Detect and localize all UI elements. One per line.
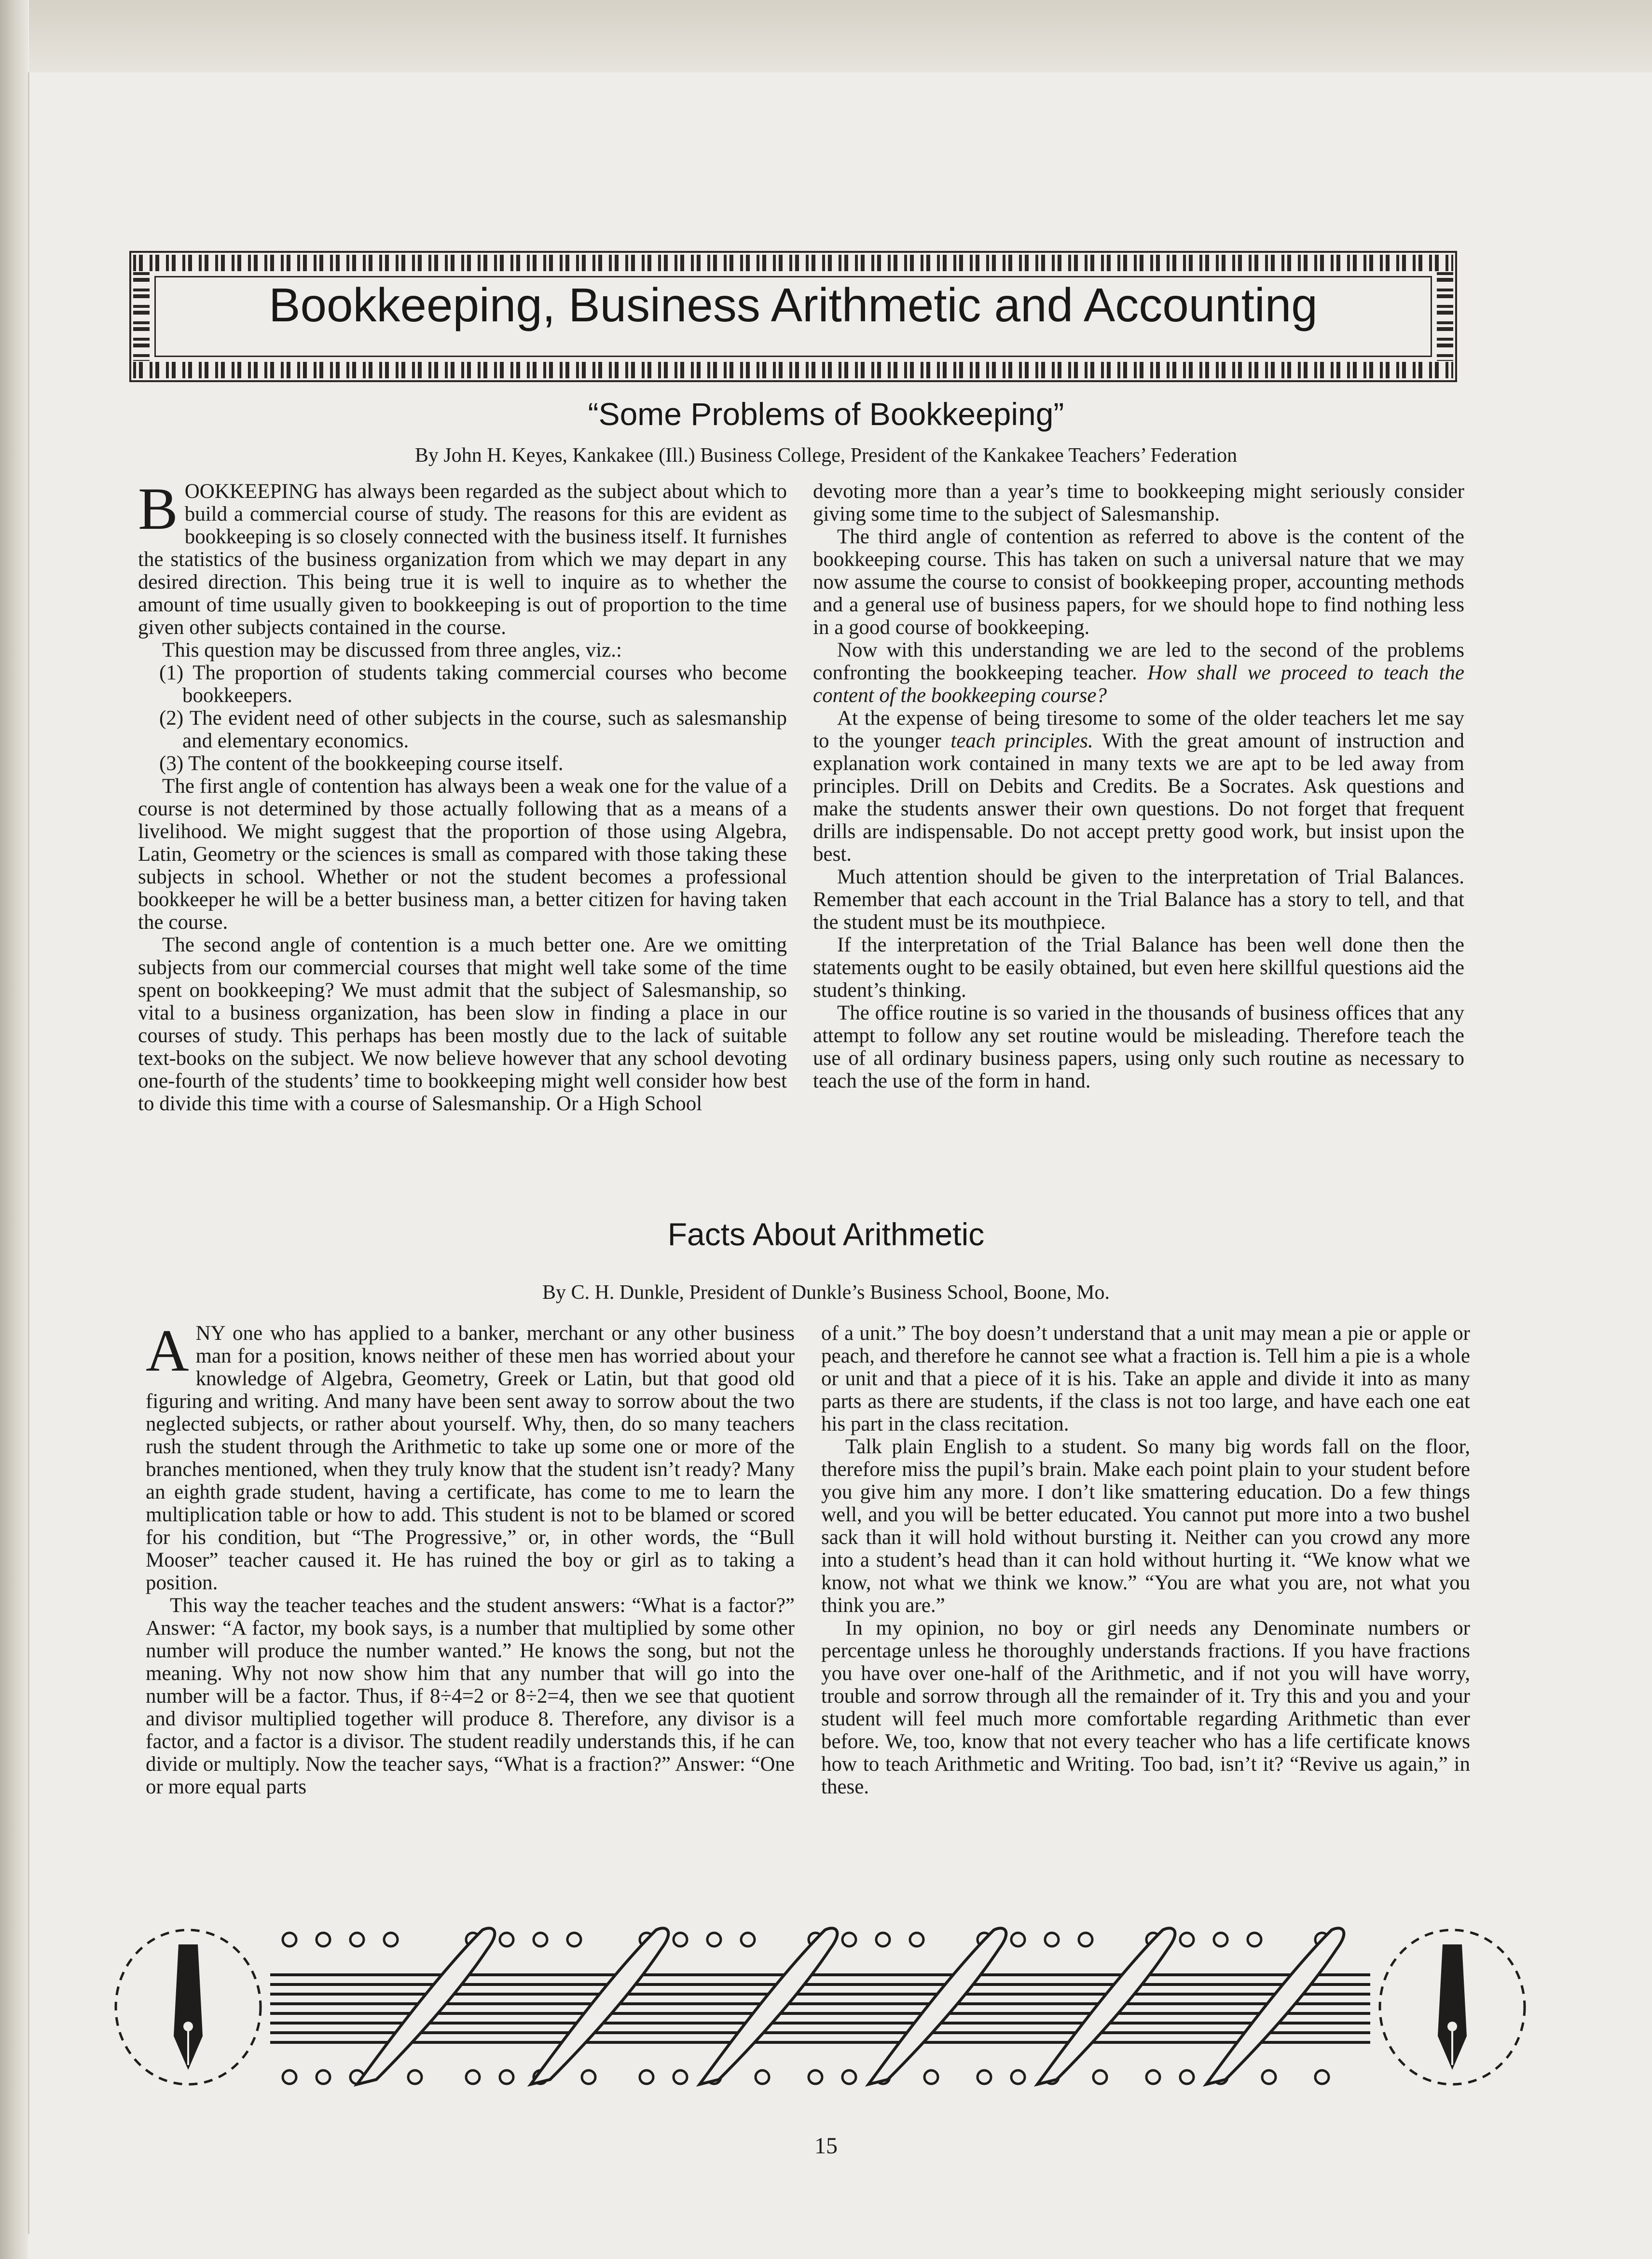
pen-nib-icon-right	[1380, 1930, 1525, 2084]
article-byline: By John H. Keyes, Kankakee (Ill.) Business College, President of the Kankakee Teachers’ Federation	[414, 444, 1238, 467]
article-title: “Some Problems of Bookkeeping”	[588, 396, 1064, 432]
paragraph: This way the teacher teaches and the student answers: “What is a factor?” Answer: “A factor, my book says, is a number that multiplied by some other number will produce the number wanted.” He knows the song, but not the meaning. Why not now show him that any number that will go into the number will be a factor. Thus, if 8÷4=2 or 8÷2=4, then we see that quotient and divisor multiplied together will produce 8. Therefore, any divisor is a factor, and a factor is a divisor. The student readily understands this, if he can divide or multiply. Now the teacher says, “What is a fraction?” Answer: “One or more equal parts	[146, 1594, 795, 1798]
paragraph-text: OOKKEEPING has always been regarded as the subject about which to build a commercial course of study. The reasons for this are evident as bookkeeping is so closely connected with the business itself. It furnishes the statistics of the business organization from which we may depart in any desired direction. This being true it is well to inquire as to whether the amount of time usually given to bookkeeping is out of proportion to the time given other subjects contained in the course.	[138, 480, 787, 639]
drop-cap: B	[138, 476, 178, 542]
paragraph: Much attention should be given to the interpretation of Trial Balances. Remember that each account in the Trial Balance has a story to tell, and that the student must be its mouthpiece.	[813, 866, 1464, 934]
banner-pattern-bottom	[133, 362, 1453, 378]
section-banner	[129, 251, 1457, 382]
paragraph-text: NY one who has applied to a banker, merchant or any other business man for a position, knows neither of these men has worried about your knowledge of Algebra, Geometry, Greek or Latin, but that good old figuring and writing. And many have been sent away to sorrow about the two neglected subjects, or rather about yourself. Why, then, do so many teachers rush the student through the Arithmetic to take up some one or more of the branches mentioned, when they truly know that the student isn’t ready? Many an eighth grade student, having a certificate, has come to me to learn the multiplication table or how to add. This student is not to be blamed or scored for his condition, but “The Progressive,” or, in other words, the “Bull Mooser” teacher caused it. He has ruined the boy or girl as to taking a position.	[146, 1322, 795, 1594]
emphasis-text: How shall we proceed to teach the content of the bookkeeping course?	[813, 661, 1464, 707]
paragraph: Talk plain English to a student. So many big words fall on the floor, therefore miss the pupil’s brain. Make each point plain to your student before you give him any more. I don’t like smattering education. Do a few things well, and you will be better educated. You cannot put more into a two bushel sack than it will hold without bursting it. Neither can you crowd any more into a student’s head than it can hold without hurting it. “We know what we know, not what we think we know.” “You are what you are, not what you think you are.”	[821, 1435, 1470, 1617]
drop-cap: A	[146, 1318, 189, 1384]
paragraph	[146, 1318, 795, 1594]
page-top-shadow	[29, 0, 1652, 72]
pen-nib-icon-left	[116, 1930, 261, 2084]
list-item: (3) The content of the bookkeeping course itself.	[159, 752, 564, 775]
article-title: Facts About Arithmetic	[667, 1216, 985, 1252]
list-item: (2) The evident need of other subjects in the course, such as salesmanship and elementary economics.	[159, 707, 787, 752]
section-title: Bookkeeping, Business Arithmetic and Accounting	[269, 278, 1318, 331]
paragraph: In my opinion, no boy or girl needs any Denominate numbers or percentage unless he thoroughly understands fractions. If you have fractions you have over one-half of the Arithmetic, and if not you will have worry, trouble and sorrow through all the remainder of it. Try this and you and your student will feel much more comfortable regarding Arithmetic than ever before. We, too, know that not every teacher who has a life certificate knows how to teach Arithmetic and Writing. Too bad, isn’t it? “Revive us again,” in these.	[821, 1617, 1470, 1798]
paragraph: This question may be discussed from three angles, viz.:	[162, 639, 622, 661]
paragraph: of a unit.” The boy doesn’t understand that a unit may mean a pie or apple or peach, and therefore he cannot see what a fraction is. Tell him a pie is a whole or unit and that a piece of it is his. Take an apple and divide it into as many parts as there are students, if the class is not too large, and have each one eat his part in the class recitation.	[821, 1322, 1470, 1435]
article-column-right	[813, 480, 1464, 1092]
paragraph	[813, 639, 1464, 707]
clover-row-bottom	[283, 2070, 1329, 2084]
paragraph	[813, 707, 1464, 866]
book-spine	[0, 0, 28, 2259]
article-byline: By C. H. Dunkle, President of Dunkle’s Business School, Boone, Mo.	[542, 1281, 1110, 1304]
paragraph: The first angle of contention has always been a weak one for the value of a course is not determined by those actually following that as a means of a livelihood. We might suggest that the proportion of those using Algebra, Latin, Geometry or the sciences is small as compared with those taking these subjects in school. Whether or not the student becomes a professional bookkeeper he will be a better business man, a better citizen for having taken the course.	[138, 775, 787, 934]
pen-and-quill-ornament	[106, 1911, 1534, 2104]
paragraph-text: Now with this understanding we are led to the second of the problems confronting the bookkeeping teacher.	[813, 639, 1464, 684]
paragraph-text: At the expense of being tiresome to some of the older teachers let me say to the younger	[813, 707, 1464, 752]
list-item: (1) The proportion of students taking commercial courses who become bookkeepers.	[159, 661, 787, 707]
page-number: 15	[814, 2133, 838, 2159]
banner-pattern-top	[133, 255, 1453, 271]
quill-feathers	[357, 1928, 1344, 2084]
emphasis-text: teach principles.	[950, 730, 1093, 752]
paragraph: devoting more than a year’s time to bookkeeping might seriously consider giving some time to the subject of Salesmanship.	[813, 480, 1464, 525]
paragraph-text: With the great amount of instruction and explanation work contained in many texts we are apt to be led away from principles. Drill on Debits and Credits. Be a Socrates. Ask questions and make the students answer their own questions. Do not forget that frequent drills are indispensable. Do not accept pretty good work, but insist upon the best.	[813, 730, 1464, 866]
paragraph	[138, 476, 787, 639]
paragraph: The office routine is so varied in the thousands of business offices that any attempt to follow any set routine would be misleading. Therefore teach the use of all ordinary business papers, using only such routine as necessary to teach the use of the form in hand.	[813, 1002, 1464, 1092]
article-column-left	[146, 1318, 795, 1798]
paragraph: The third angle of contention as referred to above is the content of the bookkeeping course. This has taken on such a universal nature that we may now assume the course to consist of bookkeeping proper, accounting methods and a general use of business papers, for we should hope to find nothing less in a good course of bookkeeping.	[813, 525, 1464, 639]
article-column-left	[138, 476, 787, 1115]
paragraph: The second angle of contention is a much better one. Are we omitting subjects from our commercial courses that might well take some of the time spent on bookkeeping? We must admit that the subject of Salesmanship, so vital to a business organization, has been slow in finding a place in our courses of study. This perhaps has been mostly due to the lack of suitable text-books on the subject. We now believe however that any school devoting one-fourth of the students’ time to bookkeeping might well consider how best to divide this time with a course of Salesmanship. Or a High School	[138, 934, 787, 1115]
article-column-right	[821, 1322, 1470, 1798]
paragraph: If the interpretation of the Trial Balance has been well done then the statements ought to be easily obtained, but even here skillful questions aid the student’s thinking.	[813, 934, 1464, 1002]
